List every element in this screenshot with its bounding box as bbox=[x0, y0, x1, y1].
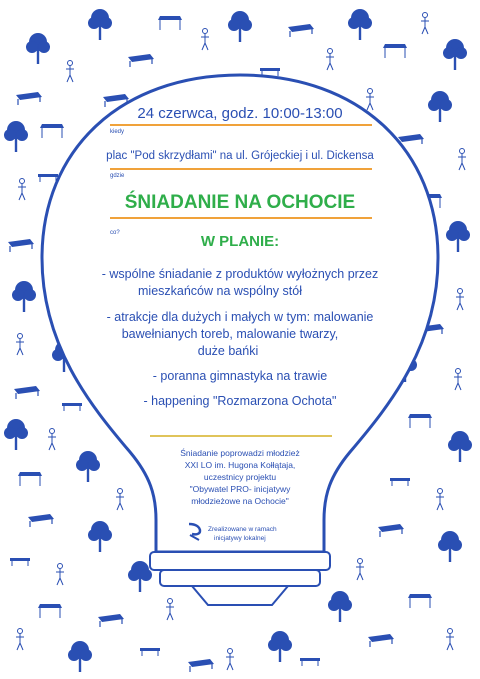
plan-item-line: bawełnianych toreb, malowanie twarzy, bbox=[121, 327, 339, 341]
divider-organizers bbox=[150, 435, 332, 437]
plan-item-line: duże bańki bbox=[197, 344, 259, 358]
plan-item-line: - happening "Rozmarzona Ochota" bbox=[143, 394, 337, 408]
local-initiative-logo-icon bbox=[186, 522, 204, 542]
where-label: gdzie bbox=[110, 173, 125, 179]
when-label: kiedy bbox=[110, 129, 125, 135]
plan-item-line: - wspólne śniadanie z produktów wyłożnych przez bbox=[101, 267, 379, 281]
plan-item bbox=[60, 266, 420, 300]
plan-item-line: mieszkańców na wspólny stół bbox=[138, 284, 302, 298]
what-label: co? bbox=[110, 230, 120, 236]
footer-line: Zrealizowane w ramach bbox=[208, 526, 277, 533]
plan-item-line: - atrakcje dla dużych i małych w tym: malowanie bbox=[106, 310, 374, 324]
footer-line: inicjatywy lokalnej bbox=[214, 535, 266, 542]
organizers-line: młodzieżowe na Ochocie" bbox=[191, 496, 289, 506]
plan-item-line: - poranna gimnastyka na trawie bbox=[152, 369, 328, 383]
organizers-line: XXI LO im. Hugona Kołłątaja, bbox=[184, 460, 296, 470]
plan-item bbox=[60, 368, 420, 385]
plan-list bbox=[60, 266, 420, 410]
organizers-text bbox=[140, 447, 340, 507]
event-title: ŚNIADANIE NA OCHOCIE bbox=[124, 192, 356, 213]
organizers-line: uczestnicy projektu bbox=[203, 472, 277, 482]
footer-text bbox=[208, 525, 277, 543]
event-date-time: 24 czerwca, godz. 10:00-13:00 bbox=[137, 105, 343, 122]
event-place: plac "Pod skrzydłami" na ul. Grójeckiej i ul. Dickensa bbox=[106, 150, 374, 162]
organizers-line: Śniadanie poprowadzi młodzież bbox=[180, 448, 300, 458]
plan-item bbox=[60, 393, 420, 410]
divider-when bbox=[110, 124, 372, 126]
divider-what bbox=[110, 217, 372, 219]
plan-item bbox=[60, 309, 420, 360]
divider-where bbox=[110, 168, 372, 170]
organizers-line: "Obywatel PRO- inicjatywy bbox=[189, 484, 291, 494]
plan-heading: W PLANIE: bbox=[200, 233, 280, 250]
